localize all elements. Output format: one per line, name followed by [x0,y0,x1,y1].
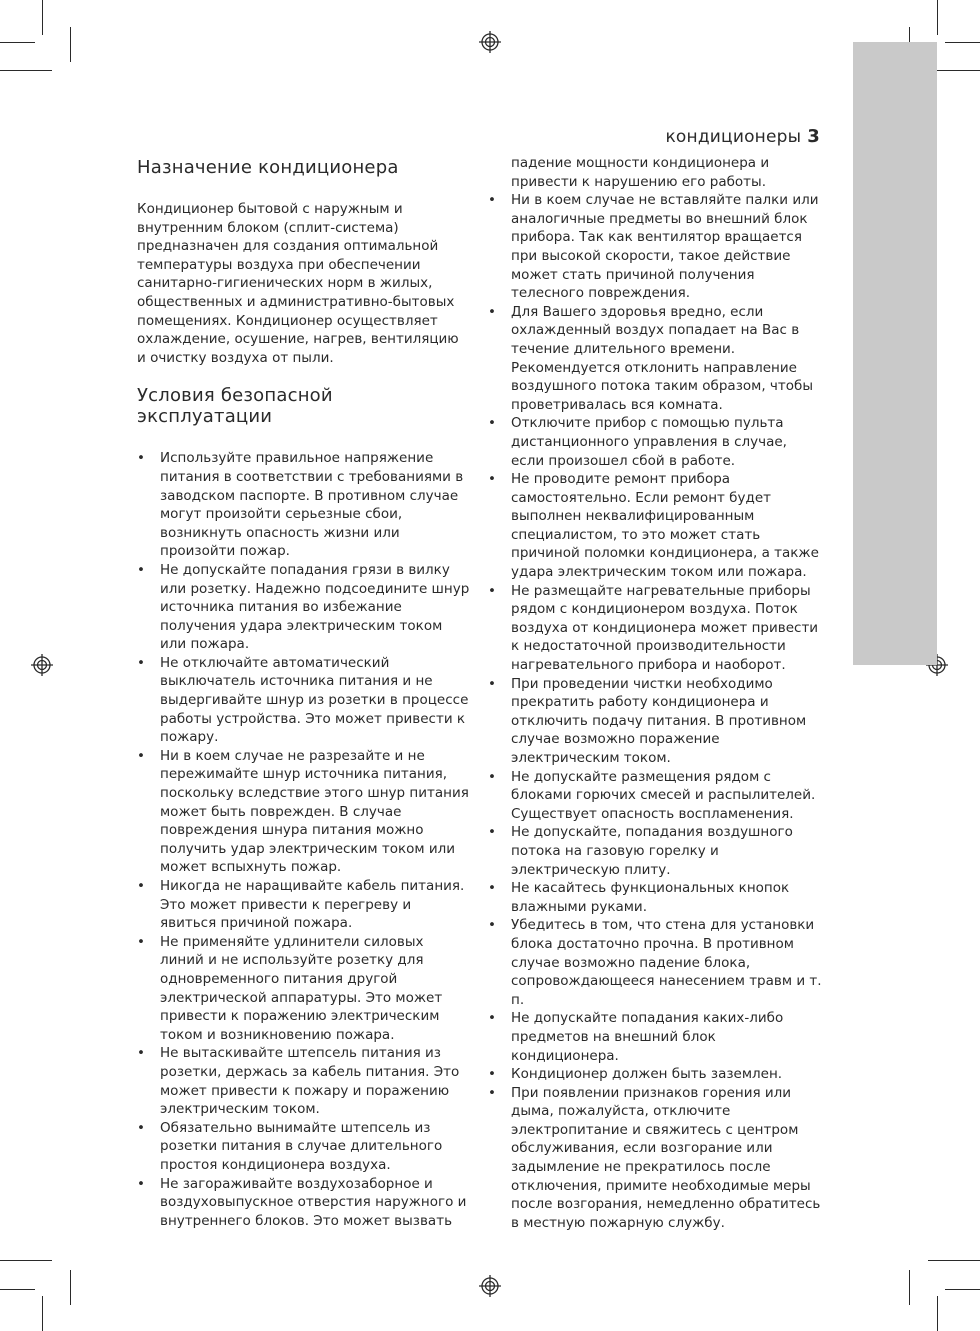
purpose-heading: Назначение кондиционера [137,157,399,178]
list-item: • Не допускайте размещения рядом с блоками горючих смесей и распылителей. Существует опасность воспламенения. [488,768,822,824]
list-item: • Убедитесь в том, что стена для установки блока достаточно прочна. В противном случае возможно падение блока, сопровождающееся нанесением травм и т. п. [488,916,822,1009]
running-header [665,126,820,147]
purpose-paragraph: Кондиционер бытовой с наружным и внутренним блоком (сплит-система) предназначен для создания оптимальной температуры воздуха при обеспечении санитарно-гигиенических норм в жилых, общественных и административно-бытовых помещениях. Кондиционер осуществляет охлаждение, осушение, нагрев, вентиляцию и очистку воздуха от пыли. [137,201,459,366]
list-item: • Не допускайте попадания грязи в вилку или розетку. Надежно подсоедините шнур источника питания во избежание получения удара электрическим током или пожара. [137,561,471,654]
crop-mark [0,1260,52,1261]
page-number: 3 [807,126,820,147]
section-name: кондиционеры [665,127,802,147]
safety-list-left [137,449,471,1230]
crop-mark [945,1289,980,1290]
crop-mark [937,1296,938,1331]
list-item: • Отключите прибор с помощью пульта дистанционного управления в случае, если произошел сбой в работе. [488,414,822,470]
list-item: • Для Вашего здоровья вредно, если охлажденный воздух попадает на Вас в течение длительного времени. Рекомендуется отклонить направление воздушного потока таким образом, чтобы проветривалась вся комната. [488,303,822,415]
crop-mark [909,1270,910,1305]
list-item: • Обязательно вынимайте штепсель из розетки питания в случае длительного простоя кондиционера воздуха. [137,1119,471,1175]
registration-mark-icon [479,31,501,53]
crop-mark [42,1296,43,1331]
list-item-continuation: падение мощности кондиционера и привести к нарушению его работы. [511,155,770,190]
list-item: • Не проводите ремонт прибора самостоятельно. Если ремонт будет выполнен неквалифицированным специалистом, то это может стать причиной поломки кондиционера, а также удара электрическим током или пожара. [488,470,822,582]
list-item: • Не применяйте удлинители силовых линий и не используйте розетку для одновременного питания другой электрической аппаратуры. Это может привести к поражению электрическим током и возникновению пожара. [137,933,471,1045]
list-item: • Не допускайте, попадания воздушного потока на газовую горелку и электрическую плиту. [488,823,822,879]
list-item: • Ни в коем случае не вставляйте палки или аналогичные предметы во внешний блок прибора. Так как вентилятор вращается при высокой скорости, такое действие может стать причиной получения телесного повреждения. [488,191,822,303]
list-item: • Ни в коем случае не разрезайте и не пережимайте шнур источника питания, поскольку вследствие этого шнур питания может быть поврежден. В случае повреждения шнура питания можно получить удар электрическим током или может вспыхнуть пожар. [137,747,471,877]
safety-heading: Условия безопасной эксплуатации [137,385,333,428]
list-item: • Не вытаскивайте штепсель питания из розетки, держась за кабель питания. Это может привести к пожару и поражению электрическим током. [137,1044,471,1118]
crop-mark [42,0,43,35]
registration-mark-icon [479,1275,501,1297]
list-item: • При проведении чистки необходимо прекратить работу кондиционера и отключить подачу питания. В противном случае возможно поражение электрическим током. [488,675,822,768]
crop-mark [928,1260,980,1261]
list-item: • Не загораживайте воздухозаборное и воздуховыпускное отверстия наружного и внутреннего блоков. Это может вызвать [137,1175,471,1231]
list-item: • Используйте правильное напряжение питания в соответствии с требованиями в заводском паспорте. В противном случае могут произойти серьезные сбои, возникнуть опасность жизни или произойти пожар. [137,449,471,561]
safety-list-right [488,191,822,1232]
crop-mark [70,1270,71,1305]
crop-mark [0,70,52,71]
list-item: • Не размещайте нагревательные приборы рядом с кондиционером воздуха. Поток воздуха от кондиционера может привести к недостаточной производительности нагревательного прибора и наоборот. [488,582,822,675]
left-column [137,157,471,1230]
crop-mark [937,0,938,35]
list-item: • Не касайтесь функциональных кнопок влажными руками. [488,879,822,916]
list-item: • Не допускайте попадания каких-либо предметов на внешний блок кондиционера. [488,1009,822,1065]
list-item: • Кондиционер должен быть заземлен. [488,1065,822,1084]
right-column [488,154,822,1232]
list-item: • Не отключайте автоматический выключатель источника питания и не выдергивайте шнур из розетки в процессе работы устройства. Это может привести к пожару. [137,654,471,747]
list-item: • Никогда не наращивайте кабель питания. Это может привести к перегреву и явиться причиной пожара. [137,877,471,933]
list-item: • При появлении признаков горения или дыма, пожалуйста, отключите электропитание и свяжитесь с центром обслуживания, если возгорание или задымление не прекратилось после отключения, примите необходимые меры после возгорания, немедленно обратитесь в местную пожарную службу. [488,1084,822,1233]
registration-mark-icon [31,654,53,676]
crop-mark [0,1289,35,1290]
side-tab [853,42,937,665]
crop-mark [0,42,35,43]
crop-mark [70,27,71,62]
crop-mark [945,42,980,43]
